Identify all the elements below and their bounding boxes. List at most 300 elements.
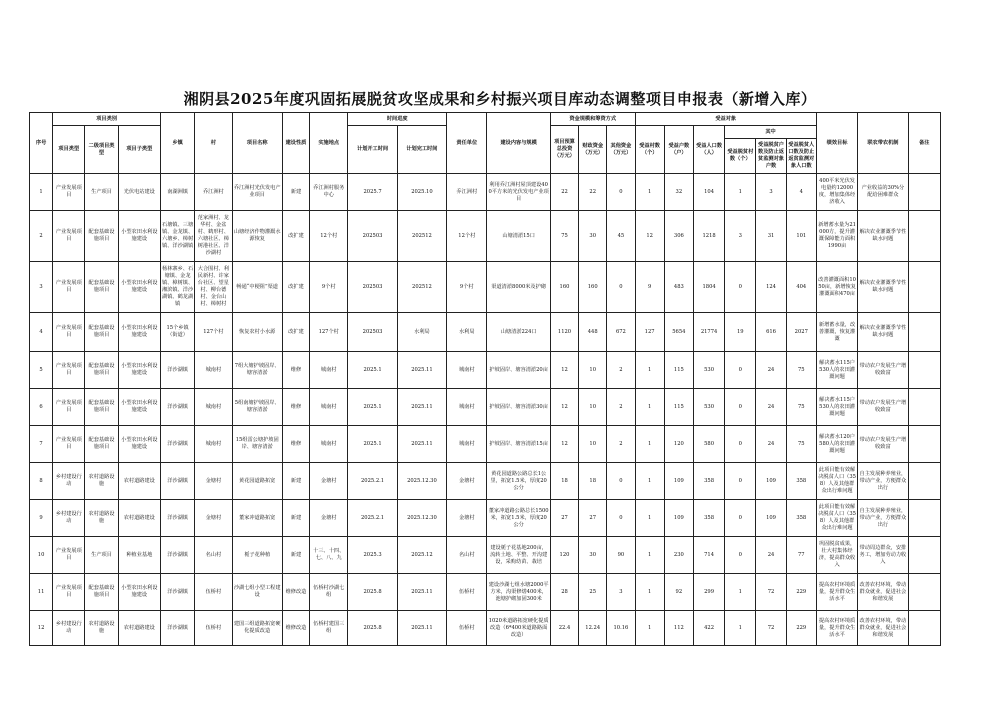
cell-fiscal: 27 [579,500,607,537]
cell-loc: 9个村 [310,262,348,313]
cell-perf: 解决蓄水115户530人的农田灌溉问题 [816,352,857,389]
cell-fiscal: 12.24 [579,611,607,646]
cell-mech: 带动周边群众，安排务工，增加劳动力收入 [858,537,908,574]
cell-nature: 改扩建 [282,262,309,313]
cell-type: 产业发展项目 [53,262,85,313]
cell-bpv: 1 [725,611,756,646]
cell-sub3: 种植业基地 [118,537,160,574]
cell-sub2: 农村道路设施 [85,463,118,500]
cell-nature: 新建 [282,537,309,574]
cell-sub2: 配套基础设施项目 [85,211,118,262]
cell-bph: 3 [756,174,786,211]
cell-mech: 解决农业灌溉季节性缺水问题 [858,313,908,352]
cell-perf: 改善灌溉面积1050亩，新增恢复灌溉面积470亩 [816,262,857,313]
header-location: 实施地点 [310,113,348,174]
header-funding: 资金规模和筹资方式 [550,113,635,126]
cell-bp: 1218 [693,211,724,262]
cell-nature: 新建 [282,500,309,537]
cell-remark [908,426,940,463]
cell-name: 沙湖七组小型工程建设 [232,574,282,611]
cell-town: 洋沙湖镇 [160,537,194,574]
cell-other: 0 [607,174,635,211]
cell-name: 董家冲道路拓宽 [232,500,282,537]
cell-total: 120 [550,537,578,574]
cell-remark [908,611,940,646]
cell-town: 洋沙湖镇 [160,352,194,389]
cell-town: 15个乡镇（街道） [160,313,194,352]
cell-fiscal: 30 [579,211,607,262]
cell-end: 2025.11 [397,426,446,463]
cell-nature: 改扩建 [282,211,309,262]
cell-bph: 109 [756,463,786,500]
cell-loc: 乔江洲村服务中心 [310,174,348,211]
cell-unit: 城南村 [447,426,487,463]
header-b-villages: 受益村数（个） [635,126,664,174]
cell-bpv: 1 [725,574,756,611]
cell-perf: 提高农村环境质量，提升群众生活水平 [816,611,857,646]
cell-remark [908,352,940,389]
cell-name: 山塘经济作物灌溉水源恢复 [232,211,282,262]
cell-bv: 9 [635,262,664,313]
cell-type: 乡村建设行动 [53,611,85,646]
cell-bv: 1 [635,426,664,463]
cell-town: 洋沙湖镇 [160,574,194,611]
cell-sub2: 配套基础设施项目 [85,426,118,463]
cell-end: 2025.12.30 [397,500,446,537]
cell-name: 5组南塘护坡固岸、塘容清淤 [232,389,282,426]
cell-bpp: 358 [786,500,816,537]
cell-bpp: 101 [786,211,816,262]
cell-bpp: 75 [786,426,816,463]
cell-type: 产业发展项目 [53,389,85,426]
cell-type: 产业发展项目 [53,537,85,574]
cell-perf: 解决蓄水120户580人的农田灌溉问题 [816,426,857,463]
cell-bph: 31 [756,211,786,262]
cell-nature: 改扩建 [282,313,309,352]
cell-nature: 维修 [282,352,309,389]
cell-bph: 124 [756,262,786,313]
cell-bph: 72 [756,611,786,646]
header-b-poor-people: 受益脱贫人口数及防止返贫监测对象人口数 [786,139,816,174]
table-row [30,352,941,389]
cell-bpp: 75 [786,389,816,426]
cell-village: 伍桥村 [195,574,232,611]
cell-content: 建设栀子花基地200亩，流转土地、平整、开沟建设，采购幼苗、栽培 [487,537,550,574]
cell-bv: 1 [635,463,664,500]
cell-sub2: 配套基础设施项目 [85,313,118,352]
cell-sub3: 光伏电站建设 [118,174,160,211]
cell-total: 75 [550,211,578,262]
cell-bv: 1 [635,611,664,646]
cell-name: 乔江洲村光伏发电产业项目 [232,174,282,211]
cell-mech: 带动农户发展生产增收致富 [858,426,908,463]
cell-bp: 530 [693,352,724,389]
header-schedule: 时间进度 [348,113,447,126]
cell-start: 2025.7 [348,174,397,211]
cell-end: 2025.11 [397,389,446,426]
cell-bv: 1 [635,574,664,611]
cell-bpv: 0 [725,537,756,574]
cell-bpv: 0 [725,426,756,463]
header-nature: 建设性质 [282,113,309,174]
header-b-people: 受益人口数（人） [693,126,724,174]
cell-nature: 维修改造 [282,611,309,646]
cell-village: 金塘村 [195,500,232,537]
cell-unit: 水利局 [447,313,487,352]
cell-unit: 城南村 [447,352,487,389]
cell-loc: 12个村 [310,211,348,262]
header-b-poor-households: 受益脱贫户数及防止返贫监测对象户数 [756,139,786,174]
header-b-households: 受益户数（户） [664,126,693,174]
cell-sub3: 农村道路建设 [118,500,160,537]
cell-end: 2025.11 [397,352,446,389]
cell-remark [908,500,940,537]
cell-seq: 9 [30,500,53,537]
header-content: 建设内容与规模 [487,113,550,174]
cell-bp: 299 [693,574,724,611]
cell-fiscal: 10 [579,426,607,463]
cell-bph: 109 [756,500,786,537]
header-township: 乡镇 [160,113,194,174]
cell-other: 10.16 [607,611,635,646]
cell-town: 石塘镇、三塘镇、金龙镇、六塘乡、樟树镇、洋沙湖镇 [160,211,194,262]
cell-unit: 9个村 [447,262,487,313]
cell-seq: 11 [30,574,53,611]
table-row [30,611,941,646]
cell-sub3: 农村道路建设 [118,611,160,646]
cell-content: 护坡固岸、塘容清淤30亩 [487,389,550,426]
cell-bpv: 0 [725,463,756,500]
cell-type: 乡村建设行动 [53,500,85,537]
cell-start: 2025.2.1 [348,463,397,500]
cell-seq: 6 [30,389,53,426]
cell-mech: 解决农业灌溉季节性缺水问题 [858,211,908,262]
cell-end: 202512 [397,262,446,313]
cell-loc: 伍桥村建国三组 [310,611,348,646]
header-project-name: 项目名称 [232,113,282,174]
cell-village: 范家洲村、龙华村、金盆村、鹤形村、六塘社区、樟树港社区、洋沙湖村 [195,211,232,262]
table-row [30,262,941,313]
cell-nature: 新建 [282,463,309,500]
page-title: 湘阴县2025年度巩固拓展脱贫攻坚成果和乡村振兴项目库动态调整项目申报表（新增入库） [183,90,817,108]
cell-bpv: 3 [725,211,756,262]
cell-sub3: 小型农田水利设施建设 [118,352,160,389]
cell-content: 护坡固岸、塘容清淤20亩 [487,352,550,389]
cell-seq: 1 [30,174,53,211]
cell-loc: 城南村 [310,426,348,463]
cell-other: 2 [607,426,635,463]
cell-bpv: 0 [725,352,756,389]
table-body [30,174,941,646]
header-sub-type: 项目子类型 [118,126,160,174]
cell-sub3: 小型农田水利设施建设 [118,574,160,611]
cell-perf: 400平米光伏发电量约12000度，增加集体经济收入 [816,174,857,211]
cell-bv: 1 [635,174,664,211]
cell-sub3: 小型农田水利设施建设 [118,211,160,262]
cell-bv: 127 [635,313,664,352]
cell-start: 2025.1 [348,389,397,426]
cell-total: 12 [550,389,578,426]
cell-loc: 127个村 [310,313,348,352]
cell-total: 160 [550,262,578,313]
table-row [30,211,941,262]
cell-bp: 580 [693,426,724,463]
header-category: 项目类别 [53,113,161,126]
cell-sub3: 农村道路建设 [118,463,160,500]
cell-mech: 改善农村环境，带动群众就业，促进社会和谐发展 [858,574,908,611]
header-mechanism: 联农带农机制 [858,113,908,174]
cell-unit: 12个村 [447,211,487,262]
cell-bph: 24 [756,426,786,463]
cell-town: 杨林寨乡、石塘镇、金龙镇、樟树镇、湘滨镇、洋沙湖镇、鹤龙湖镇 [160,262,194,313]
cell-loc: 城南村 [310,389,348,426]
cell-seq: 8 [30,463,53,500]
cell-type: 产业发展项目 [53,174,85,211]
cell-end: 2025.11 [397,611,446,646]
cell-bp: 358 [693,463,724,500]
cell-loc: 城南村 [310,352,348,389]
cell-type: 产业发展项目 [53,352,85,389]
cell-start: 2025.2.1 [348,500,397,537]
cell-remark [908,211,940,262]
cell-start: 202503 [348,211,397,262]
cell-other: 2 [607,352,635,389]
cell-unit: 伍桥村 [447,574,487,611]
cell-remark [908,174,940,211]
cell-name: 栀子花种植 [232,537,282,574]
cell-bh: 115 [664,389,693,426]
cell-bh: 109 [664,500,693,537]
header-performance: 绩效目标 [816,113,857,174]
cell-content: 渠道清淤8000米及护砌 [487,262,550,313]
cell-town: 洋沙湖镇 [160,389,194,426]
cell-village: 名山村 [195,537,232,574]
cell-remark [908,389,940,426]
header-beneficiary: 受益对象 [635,113,816,126]
cell-type: 产业发展项目 [53,211,85,262]
cell-loc: 十三、十四、七、八、九 [310,537,348,574]
header-project-type: 项目类型 [53,126,85,174]
cell-perf: 新增蓄水量为21000方，提升灌溉保障能力面积1990亩 [816,211,857,262]
cell-start: 2025.1 [348,352,397,389]
cell-sub3: 小型农田水利设施建设 [118,313,160,352]
cell-sub2: 配套基础设施项目 [85,352,118,389]
cell-bp: 422 [693,611,724,646]
cell-remark [908,537,940,574]
cell-name: 恢复农村小水源 [232,313,282,352]
cell-bpp: 358 [786,463,816,500]
cell-bph: 72 [756,574,786,611]
cell-bph: 24 [756,352,786,389]
cell-type: 产业发展项目 [53,426,85,463]
cell-bv: 1 [635,500,664,537]
cell-bpp: 77 [786,537,816,574]
cell-town: 洋沙湖镇 [160,463,194,500]
cell-mech: 带动农户发展生产增收致富 [858,352,908,389]
cell-unit: 名山村 [447,537,487,574]
cell-remark [908,313,940,352]
cell-other: 45 [607,211,635,262]
header-secondary-type: 二级项目类型 [85,126,118,174]
header-b-poor-villages: 受益脱贫村数（个） [725,139,756,174]
cell-fiscal: 22 [579,174,607,211]
cell-bph: 24 [756,537,786,574]
cell-end: 2025.10 [397,174,446,211]
cell-total: 12 [550,352,578,389]
cell-sub2: 配套基础设施项目 [85,389,118,426]
cell-bpv: 19 [725,313,756,352]
cell-bv: 1 [635,537,664,574]
cell-sub2: 农村道路设施 [85,611,118,646]
header-remark: 备注 [908,113,940,174]
cell-seq: 12 [30,611,53,646]
table-row [30,574,941,611]
table-row [30,389,941,426]
cell-sub2: 配套基础设施项目 [85,262,118,313]
cell-bh: 120 [664,426,693,463]
cell-name: 畅通“中梗阻”渠道 [232,262,282,313]
cell-fiscal: 160 [579,262,607,313]
table-row [30,500,941,537]
cell-bh: 109 [664,463,693,500]
cell-sub3: 小型农田水利设施建设 [118,262,160,313]
header-end: 计划完工时间 [397,126,446,174]
cell-bp: 21774 [693,313,724,352]
cell-village: 伍桥村 [195,611,232,646]
cell-content: 建设沙湖七组水塘2000平方米，沟渠修缮400米，池塘护砌加固300米 [487,574,550,611]
header-fiscal: 财政资金（万元） [579,126,607,174]
cell-sub2: 生产项目 [85,174,118,211]
cell-fiscal: 10 [579,389,607,426]
cell-bpv: 0 [725,389,756,426]
cell-bph: 616 [756,313,786,352]
cell-content: 1020米道路拓宽硬化提质改造（6*400米道路路面改造） [487,611,550,646]
cell-start: 2025.3 [348,537,397,574]
cell-end: 2025.11 [397,574,446,611]
table-row [30,174,941,211]
cell-bpp: 4 [786,174,816,211]
cell-other: 672 [607,313,635,352]
cell-sub3: 小型农田水利设施建设 [118,389,160,426]
cell-village: 城南村 [195,389,232,426]
cell-content: 利用乔江洲村屋顶建设400平方米的光伏发电产业项目 [487,174,550,211]
cell-nature: 维修 [282,426,309,463]
cell-content: 护坡固岸、塘容清淤15亩 [487,426,550,463]
cell-bpv: 0 [725,262,756,313]
cell-other: 0 [607,500,635,537]
cell-mech: 带动农户发展生产增收致富 [858,389,908,426]
cell-bh: 32 [664,174,693,211]
cell-total: 12 [550,426,578,463]
cell-total: 22.4 [550,611,578,646]
cell-fiscal: 10 [579,352,607,389]
cell-bh: 112 [664,611,693,646]
cell-bpv: 0 [725,500,756,537]
cell-fiscal: 448 [579,313,607,352]
cell-village: 127个村 [195,313,232,352]
cell-content: 山塘清淤15口 [487,211,550,262]
table-row [30,463,941,500]
cell-town: 南湖洲镇 [160,174,194,211]
cell-town: 洋沙湖镇 [160,426,194,463]
cell-unit: 乔江洲村 [447,174,487,211]
cell-sub2: 农村道路设施 [85,500,118,537]
header-unit: 责任单位 [447,113,487,174]
cell-total: 18 [550,463,578,500]
project-report-table [29,112,941,646]
cell-loc: 金塘村 [310,500,348,537]
cell-bh: 483 [664,262,693,313]
cell-remark [908,574,940,611]
cell-unit: 城南村 [447,389,487,426]
cell-bp: 1804 [693,262,724,313]
table-row [30,426,941,463]
cell-seq: 3 [30,262,53,313]
cell-start: 2025.8 [348,611,397,646]
cell-bh: 230 [664,537,693,574]
cell-end: 水利局 [397,313,446,352]
cell-unit: 金塘村 [447,500,487,537]
cell-remark [908,463,940,500]
table-row [30,313,941,352]
cell-content: 董家冲道路公路总长1500米，拓宽1.5米，厚度20公分 [487,500,550,537]
cell-type: 产业发展项目 [53,574,85,611]
cell-town: 洋沙湖镇 [160,611,194,646]
cell-mech: 自主发展种养殖业，带动产业，方便群众出行 [858,500,908,537]
cell-bpp: 2027 [786,313,816,352]
cell-bh: 115 [664,352,693,389]
cell-nature: 维修改造 [282,574,309,611]
cell-mech: 自主发展种养殖业，带动产业，方便群众出行 [858,463,908,500]
cell-nature: 新建 [282,174,309,211]
cell-other: 2 [607,389,635,426]
cell-type: 产业发展项目 [53,313,85,352]
cell-village: 大合围村、利民新村、许家台社区、望星村、柳台德村、金台山村、樟树村 [195,262,232,313]
cell-start: 2025.1 [348,426,397,463]
header-village: 村 [195,113,232,174]
cell-bh: 92 [664,574,693,611]
cell-other: 90 [607,537,635,574]
cell-mech: 解决农业灌溉季节性缺水问题 [858,262,908,313]
cell-sub2: 生产项目 [85,537,118,574]
cell-fiscal: 18 [579,463,607,500]
cell-loc: 金塘村 [310,463,348,500]
cell-town: 洋沙湖镇 [160,500,194,537]
header-among: 其中 [725,126,817,139]
cell-total: 1120 [550,313,578,352]
cell-other: 0 [607,262,635,313]
cell-remark [908,262,940,313]
cell-bpp: 229 [786,611,816,646]
cell-bp: 530 [693,389,724,426]
cell-end: 202512 [397,211,446,262]
cell-end: 2025.12.30 [397,463,446,500]
cell-bv: 1 [635,352,664,389]
cell-name: 15组雷公塘护坡固岸、塘容清淤 [232,426,282,463]
cell-end: 2025.12 [397,537,446,574]
cell-village: 城南村 [195,426,232,463]
cell-start: 202503 [348,313,397,352]
cell-type: 乡村建设行动 [53,463,85,500]
cell-total: 22 [550,174,578,211]
header-start: 计划开工时间 [348,126,397,174]
cell-seq: 10 [30,537,53,574]
header-seq: 序号 [30,113,53,174]
cell-perf: 巩固脱贫成果，壮大村集体经济，提高群众收入 [816,537,857,574]
cell-sub3: 小型农田水利设施建设 [118,426,160,463]
cell-village: 金塘村 [195,463,232,500]
cell-seq: 5 [30,352,53,389]
